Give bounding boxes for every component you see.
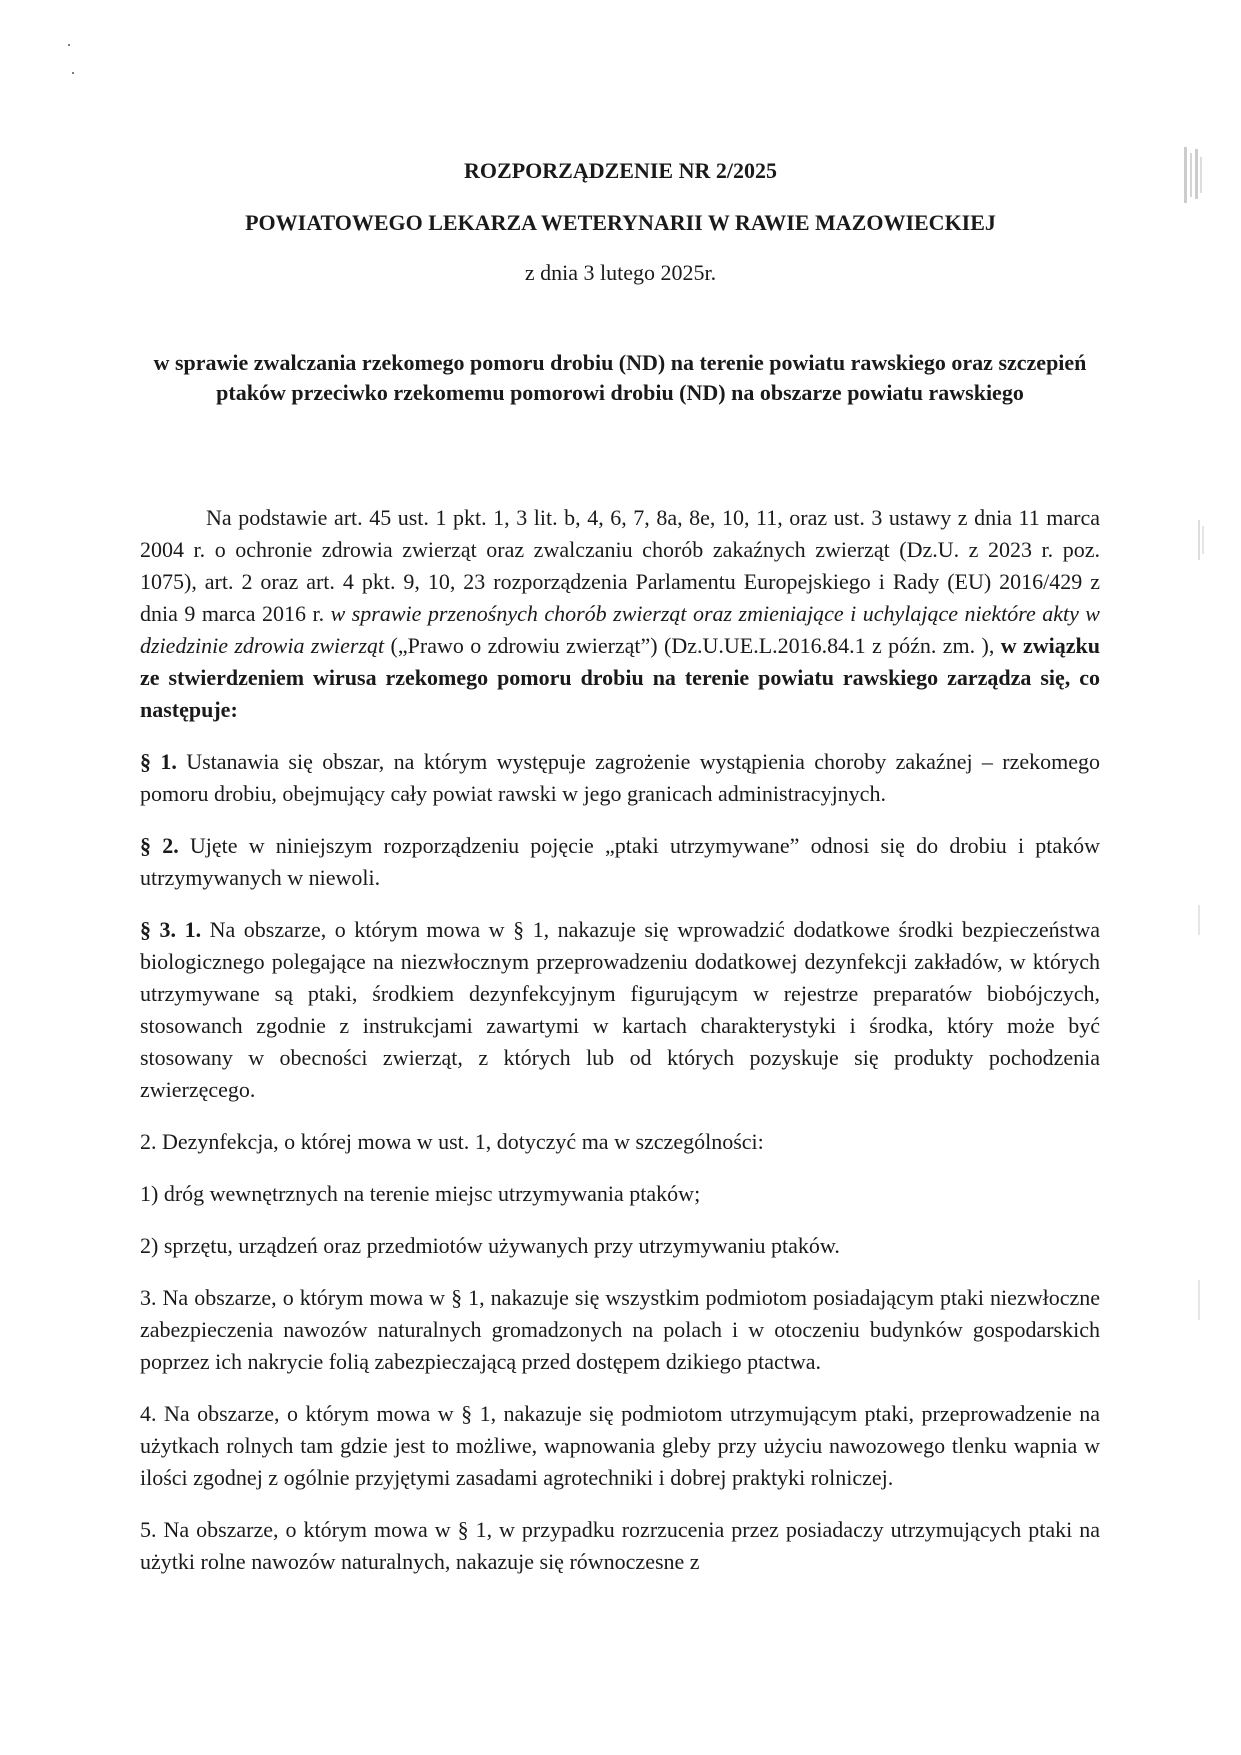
section-1-label: § 1.: [140, 749, 177, 774]
section-3-4: 4. Na obszarze, o którym mowa w § 1, nakazuje się podmiotom utrzymującym ptaki, przeprowadzenie na użytkach rolnych tam gdzie jest to możliwe, wapnowania gleby przy użyciu nawozowego tlenku wapnia w ilości zgodnej z ogólnie przyjętymi zasadami agrotechniki i dobrej praktyki rolniczej.: [140, 1401, 1100, 1490]
intro-text-2: („Prawo o zdrowiu zwierząt”) (Dz.U.UE.L.2016.84.1 z późn. zm. ),: [384, 633, 1001, 658]
section-3-2: 2. Dezynfekcja, o której mowa w ust. 1, dotyczyć ma w szczególności:: [140, 1129, 764, 1154]
document-title: ROZPORZĄDZENIE NR 2/2025: [464, 158, 777, 183]
document-date: z dnia 3 lutego 2025r.: [524, 260, 717, 285]
intro-decree-clause: w związku ze stwierdzeniem wirusa rzekomego pomoru drobiu na terenie powiatu rawskiego zarządza się, co następuje:: [140, 633, 1100, 722]
section-3-2-item-2: 2) sprzętu, urządzeń oraz przedmiotów używanych przy utrzymywaniu ptaków.: [140, 1233, 840, 1258]
section-2-label: § 2.: [140, 833, 179, 858]
section-3-2-item-1: 1) dróg wewnętrznych na terenie miejsc utrzymywania ptaków;: [140, 1181, 701, 1206]
intro-text-1: Na podstawie art. 45 ust. 1 pkt. 1, 3 lit. b, 4, 6, 7, 8a, 8e, 10, 11, oraz ust. 3 ustawy z dnia 11 marca 2004 r. o ochronie zdrowia zwierząt oraz zwalczaniu chorób zakaźnych zwierząt (Dz.U. z 2023 r. poz. 1075), art. 2 oraz art. 4 pkt. 9, 10, 23 rozporządzenia Parlamentu Europejskiego i Rady (EU) 2016/429 z dnia 9 marca 2016 r.: [140, 505, 1100, 626]
section-1: [140, 746, 1100, 810]
section-2-text: Ujęte w niniejszym rozporządzeniu pojęcie „ptaki utrzymywane” odnosi się do drobiu i ptaków utrzymywanych w niewoli.: [140, 833, 1101, 890]
section-3-5: 5. Na obszarze, o którym mowa w § 1, w przypadku rozrzucenia przez posiadaczy utrzymujących ptaki na użytki rolne nawozów naturalnych, nakazuje się równoczesne z: [140, 1517, 1100, 1574]
legal-basis-paragraph: [140, 502, 1100, 1598]
scan-artifact: [1195, 1280, 1205, 1320]
section-3-label: § 3. 1.: [140, 917, 202, 942]
document-issuer: POWIATOWEGO LEKARZA WETERYNARII W RAWIE MAZOWIECKIEJ: [245, 210, 996, 235]
scan-artifact: [1195, 905, 1205, 935]
section-2: [140, 830, 1100, 894]
intro-regulation-title: w sprawie przenośnych chorób zwierząt oraz zmieniające i uchylające niektóre akty w dziedzinie zdrowia zwierząt: [140, 601, 1100, 658]
document-subject: w sprawie zwalczania rzekomego pomoru drobiu (ND) na terenie powiatu rawskiego oraz szczepień ptaków przeciwko rzekomemu pomorowi drobiu (ND) na obszarze powiatu rawskiego: [153, 350, 1087, 405]
section-1-text: Ustanawia się obszar, na którym występuje zagrożenie wystąpienia choroby zakaźnej – rzekomego pomoru drobiu, obejmujący cały powiat rawski w jego granicach administracyjnych.: [140, 749, 1101, 806]
scan-speck: [68, 44, 70, 46]
intro-text: [140, 502, 1100, 726]
section-3-1: [140, 914, 1100, 1106]
section-3-text: Na obszarze, o którym mowa w § 1, nakazuje się wprowadzić dodatkowe środki bezpieczeństwa biologicznego polegające na niezwłocznym przeprowadzeniu dodatkowej dezynfekcji zakładów, w których utrzymywane są ptaki, środkiem dezynfekcyjnym figurującym w rejestrze preparatów biobójczych, stosowanch zgodnie z instrukcjami zawartymi w kartach charakterystyki i środka, który może być stosowany w obecności zwierząt, z których lub od których pozyskuje się produkty pochodzenia zwierzęcego.: [140, 917, 1101, 1102]
scan-speck: [72, 72, 74, 74]
section-3-3: 3. Na obszarze, o którym mowa w § 1, nakazuje się wszystkim podmiotom posiadającym ptaki niezwłoczne zabezpieczenia nawozów naturalnych gromadzonych na polach i w otoczeniu budynków gospodarskich poprzez ich nakrycie folią zabezpieczającą przed dostępem dzikiego ptactwa.: [140, 1285, 1100, 1374]
scan-artifact: [1195, 520, 1207, 560]
